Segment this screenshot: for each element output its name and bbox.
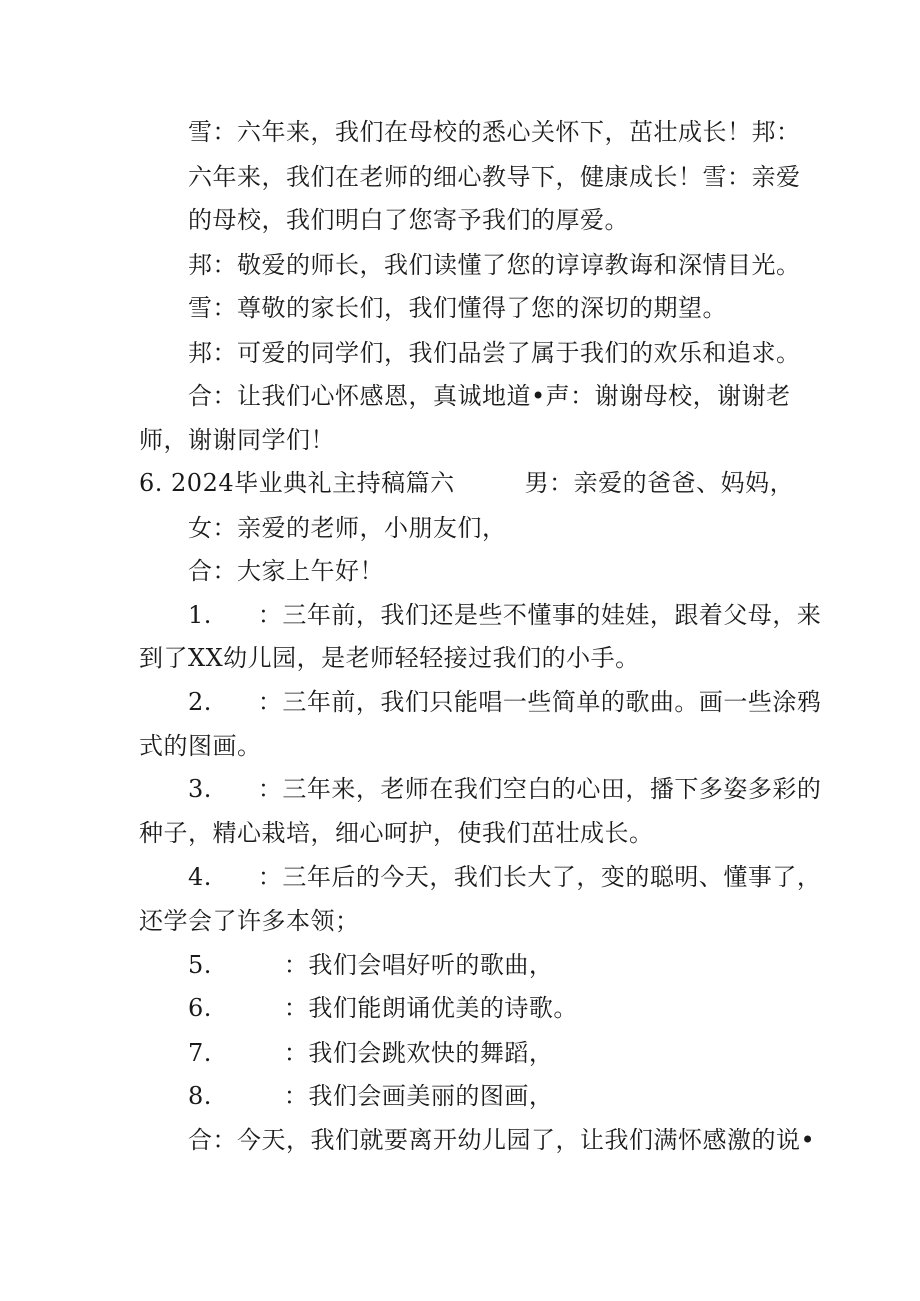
paragraph-line: 邦：可爱的同学们，我们品尝了属于我们的欢乐和追求。 — [188, 339, 801, 367]
item-number: 6. — [188, 994, 212, 1022]
paragraph-line: 合：大家上午好！ — [188, 557, 384, 585]
item-text: ：我们会唱好听的歌曲， — [283, 951, 554, 979]
list-item-continuation: 种子，精心栽培，细心呵护，使我们茁壮成长。 — [139, 819, 654, 847]
paragraph-line: 师，谢谢同学们！ — [139, 426, 335, 454]
section-heading — [139, 468, 794, 498]
item-text: ：三年后的今天，我们长大了，变的聪明、懂事了， — [257, 863, 822, 891]
item-number: 7. — [188, 1039, 212, 1067]
list-item — [188, 600, 821, 630]
list-item — [188, 687, 821, 717]
list-item-continuation: 还学会了许多本领； — [139, 907, 360, 935]
paragraph-line: 合：让我们心怀感恩，真诚地道•声：谢谢母校，谢谢老 — [188, 382, 791, 410]
list-item-continuation: 式的图画。 — [139, 732, 262, 760]
item-number: 3. — [188, 775, 212, 803]
item-text: ：三年来，老师在我们空白的心田，播下多姿多彩的 — [257, 775, 822, 803]
item-number: 2. — [188, 688, 212, 716]
item-number: 4. — [188, 863, 212, 891]
paragraph-line: 雪：六年来，我们在母校的悉心关怀下，茁壮成长！邦： — [188, 118, 801, 146]
paragraph-line: 雪：尊敬的家长们，我们懂得了您的深切的期望。 — [188, 294, 727, 322]
list-item — [188, 862, 821, 892]
list-item — [188, 1038, 553, 1068]
list-item — [188, 950, 553, 980]
list-item — [188, 993, 578, 1023]
paragraph-line: 邦：敬爱的师长，我们读懂了您的谆谆教诲和深情目光。 — [188, 251, 801, 279]
item-number: 8. — [188, 1082, 212, 1110]
paragraph-line: 六年来，我们在老师的细心教导下，健康成长！雪：亲爱 — [188, 163, 801, 191]
list-item — [188, 774, 821, 804]
item-text: ：三年前，我们还是些不懂事的娃娃，跟着父母，来 — [257, 601, 822, 629]
item-number: 1. — [188, 601, 212, 629]
item-text: ：我们能朗诵优美的诗歌。 — [283, 994, 578, 1022]
heading-title: 6. 2024毕业典礼主持稿篇六 — [139, 469, 455, 497]
list-item — [188, 1081, 553, 1111]
item-number: 5. — [188, 951, 212, 979]
item-text: ：我们会画美丽的图画， — [283, 1082, 554, 1110]
item-text: ：我们会跳欢快的舞蹈， — [283, 1039, 554, 1067]
list-item-continuation: 到了XX幼儿园，是老师轻轻接过我们的小手。 — [139, 644, 640, 672]
closing-line: 合：今天，我们就要离开幼儿园了，让我们满怀感激的说• — [188, 1126, 816, 1154]
item-text: ：三年前，我们只能唱一些简单的歌曲。画一些涂鸦 — [257, 688, 822, 716]
heading-rest: 男：亲爱的爸爸、妈妈， — [524, 469, 795, 497]
paragraph-line: 的母校，我们明白了您寄予我们的厚爱。 — [188, 206, 629, 234]
paragraph-line: 女：亲爱的老师，小朋友们， — [188, 514, 507, 542]
